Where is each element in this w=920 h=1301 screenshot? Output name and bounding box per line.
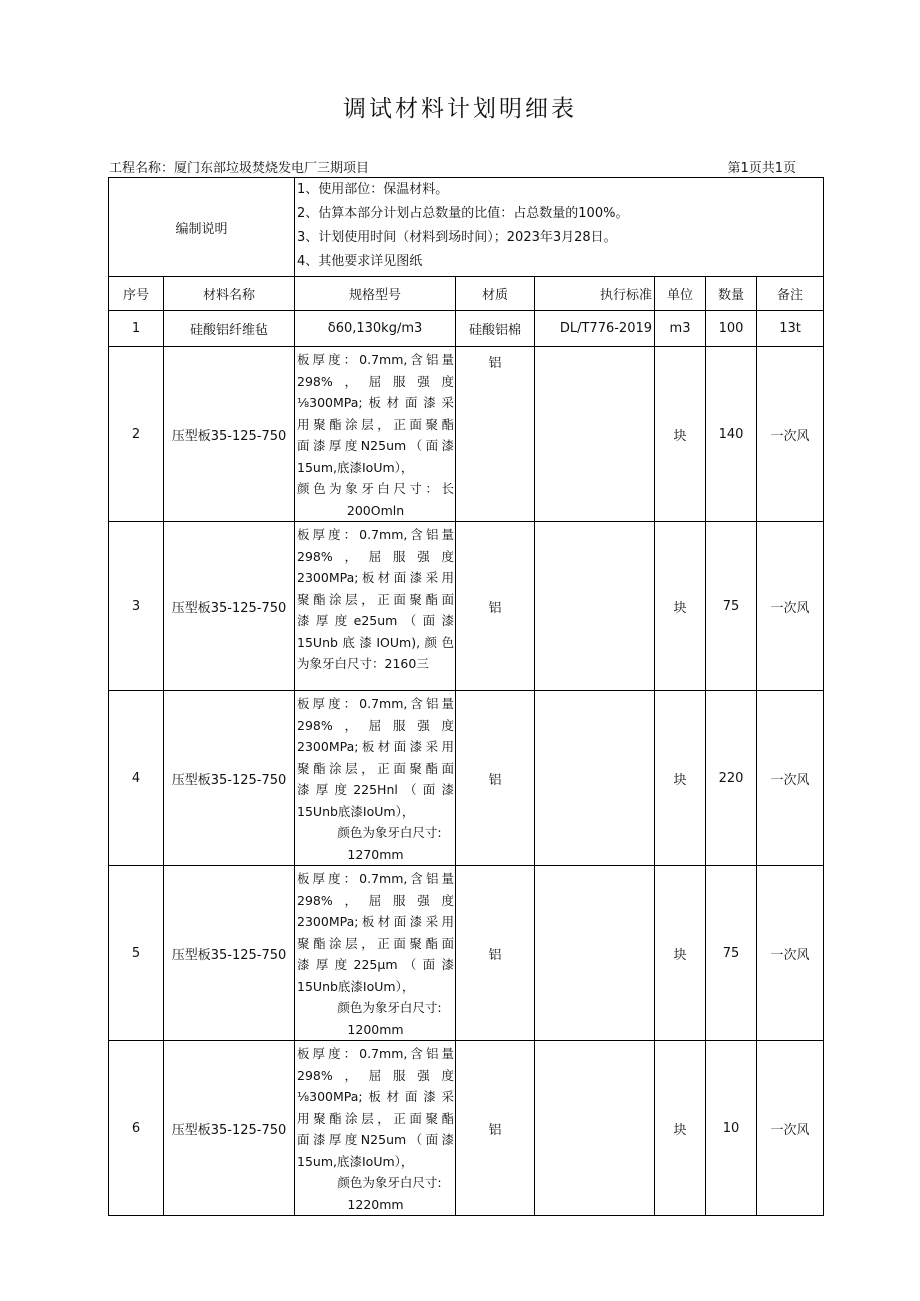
cell-unit: 块 [655, 522, 706, 691]
spec-line: 板厚度：0.7mm,含铝量 [297, 696, 455, 711]
cell-qty: 75 [706, 866, 757, 1041]
cell-seq: 1 [109, 311, 164, 347]
cell-material: 铝 [456, 347, 535, 522]
spec-line: 2300MPa;板材面漆采用 [297, 914, 455, 929]
spec-line: 为象牙白尺寸：2160三 [297, 656, 429, 671]
spec-line: 298%，屈服强度 [297, 373, 455, 389]
spec-line: 漆厚度225μm（面漆 [297, 957, 455, 972]
spec-line: 298%，屈服强度 [297, 1067, 455, 1083]
page-title: 调试材料计划明细表 [343, 96, 577, 122]
cell-name: 压型板35-125-750 [164, 1041, 295, 1216]
cell-unit: 块 [655, 347, 706, 522]
spec-line: 漆厚度e25um（面漆 [297, 613, 455, 628]
spec-line: 1200mm [347, 1021, 404, 1037]
cell-unit: 块 [655, 691, 706, 866]
cell-name: 硅酸铝纤维毡 [164, 311, 295, 347]
spec-line: 用聚酯涂层，正面聚酯 [297, 1110, 455, 1126]
header-standard: 执行标准 [535, 277, 655, 311]
cell-seq: 6 [109, 1041, 164, 1216]
cell-standard [535, 866, 655, 1041]
cell-unit: 块 [655, 866, 706, 1041]
cell-standard [535, 1041, 655, 1216]
cell-unit: 块 [655, 1041, 706, 1216]
spec-line: 面漆厚度N25um（面漆 [297, 438, 455, 453]
cell-remark: 一次风 [757, 1041, 824, 1216]
table-row [109, 1041, 824, 1216]
spec-line: 2300MPa;板材面漆采用 [297, 570, 455, 585]
cell-spec [295, 1041, 456, 1216]
table-row [109, 866, 824, 1041]
header-seq: 序号 [109, 277, 164, 311]
spec-line: 漆厚度225Hnl（面漆 [297, 782, 455, 797]
cell-standard: DL/T776-2019 [535, 311, 655, 347]
cell-remark: 一次风 [757, 522, 824, 691]
spec-line: 颜色为象牙白尺寸: [337, 1175, 442, 1190]
table-row [109, 347, 824, 522]
cell-qty: 140 [706, 347, 757, 522]
note-line: 2、估算本部分计划占总数量的比值：占总数量的100%。 [297, 206, 629, 221]
spec-line: 298%，屈服强度 [297, 892, 455, 908]
spec-line: 用聚酯涂层，正面聚酯 [297, 416, 455, 432]
spec-line: 1270mm [347, 846, 404, 862]
spec-line: 聚酯涂层，正面聚酯面 [297, 935, 455, 951]
spec-line: 2300MPa;板材面漆采用 [297, 739, 455, 754]
spec-line: 面漆厚度N25um（面漆 [297, 1132, 455, 1147]
spec-line: 板厚度：0.7mm,含铝量 [297, 352, 455, 367]
notes-row [109, 178, 824, 277]
cell-spec [295, 866, 456, 1041]
table-row [109, 522, 824, 691]
spec-line: 1220mm [347, 1196, 404, 1212]
project-name: 工程名称：厦门东部垃圾焚烧发电厂三期项目 [109, 161, 370, 176]
header-name: 材料名称 [164, 277, 295, 311]
spec-line: 板厚度：0.7mm,含铝量 [297, 871, 455, 886]
cell-spec [295, 347, 456, 522]
spec-line: 聚酯涂层，正面聚酯面 [297, 591, 455, 607]
cell-seq: 4 [109, 691, 164, 866]
spec-line: 颜色为象牙白尺寸: [337, 825, 442, 840]
table-header-row [109, 277, 824, 311]
cell-standard [535, 347, 655, 522]
spec-line: 15um,底漆IoUm）， [297, 1153, 414, 1169]
note-line: 4、其他要求详见图纸 [297, 254, 423, 269]
cell-standard [535, 522, 655, 691]
spec-line: 15Unb底漆IoUm）， [297, 978, 415, 994]
cell-qty: 100 [706, 311, 757, 347]
note-line: 1、使用部位：保温材料。 [297, 182, 449, 197]
cell-remark: 一次风 [757, 866, 824, 1041]
cell-spec [295, 691, 456, 866]
spec-line: 15um,底漆IoUm）， [297, 459, 414, 475]
cell-remark: 13t [757, 311, 824, 347]
cell-material: 铝 [456, 1041, 535, 1216]
header-material: 材质 [456, 277, 535, 311]
header-remark: 备注 [757, 277, 824, 311]
cell-qty: 220 [706, 691, 757, 866]
cell-material: 铝 [456, 522, 535, 691]
page-info: 第1页共1页 [727, 161, 796, 176]
cell-spec [295, 522, 456, 691]
cell-qty: 10 [706, 1041, 757, 1216]
notes-label: 编制说明 [109, 178, 295, 277]
spec-line: 板厚度：0.7mm,含铝量 [297, 527, 455, 542]
spec-line: 200Omln [346, 502, 405, 518]
note-line: 3、计划使用时间（材料到场时间）；2023年3月28日。 [297, 230, 617, 245]
materials-table [108, 177, 824, 1216]
cell-name: 压型板35-125-750 [164, 347, 295, 522]
cell-seq: 2 [109, 347, 164, 522]
table-row [109, 311, 824, 347]
cell-remark: 一次风 [757, 691, 824, 866]
spec-line: 15Unb底漆IoUm）， [297, 803, 415, 819]
cell-spec: δ60,130kg∕m3 [295, 311, 456, 347]
cell-name: 压型板35-125-750 [164, 866, 295, 1041]
spec-line: 颜色为象牙白尺寸: [337, 1000, 442, 1015]
cell-name: 压型板35-125-750 [164, 522, 295, 691]
table-row [109, 691, 824, 866]
cell-material: 硅酸铝棉 [456, 311, 535, 347]
cell-qty: 75 [706, 522, 757, 691]
spec-line: 15Unb底漆IOUm),颜色 [297, 634, 455, 650]
cell-seq: 3 [109, 522, 164, 691]
cell-material: 铝 [456, 866, 535, 1041]
spec-line: 298%，屈服强度 [297, 717, 455, 733]
cell-seq: 5 [109, 866, 164, 1041]
cell-name: 压型板35-125-750 [164, 691, 295, 866]
notes-content [295, 178, 824, 277]
cell-remark: 一次风 [757, 347, 824, 522]
spec-line: 298%，屈服强度 [297, 548, 455, 564]
cell-unit: m3 [655, 311, 706, 347]
header-unit: 单位 [655, 277, 706, 311]
spec-line: 颜色为象牙白尺寸：长 [297, 481, 455, 496]
cell-material: 铝 [456, 691, 535, 866]
spec-line: ⅛300MPa;板材面漆采 [297, 395, 455, 410]
header-spec: 规格型号 [295, 277, 456, 311]
header-qty: 数量 [706, 277, 757, 311]
spec-line: 板厚度：0.7mm,含铝量 [297, 1046, 455, 1061]
cell-standard [535, 691, 655, 866]
spec-line: 聚酯涂层，正面聚酯面 [297, 760, 455, 776]
spec-line: ⅛300MPa;板材面漆采 [297, 1089, 455, 1104]
